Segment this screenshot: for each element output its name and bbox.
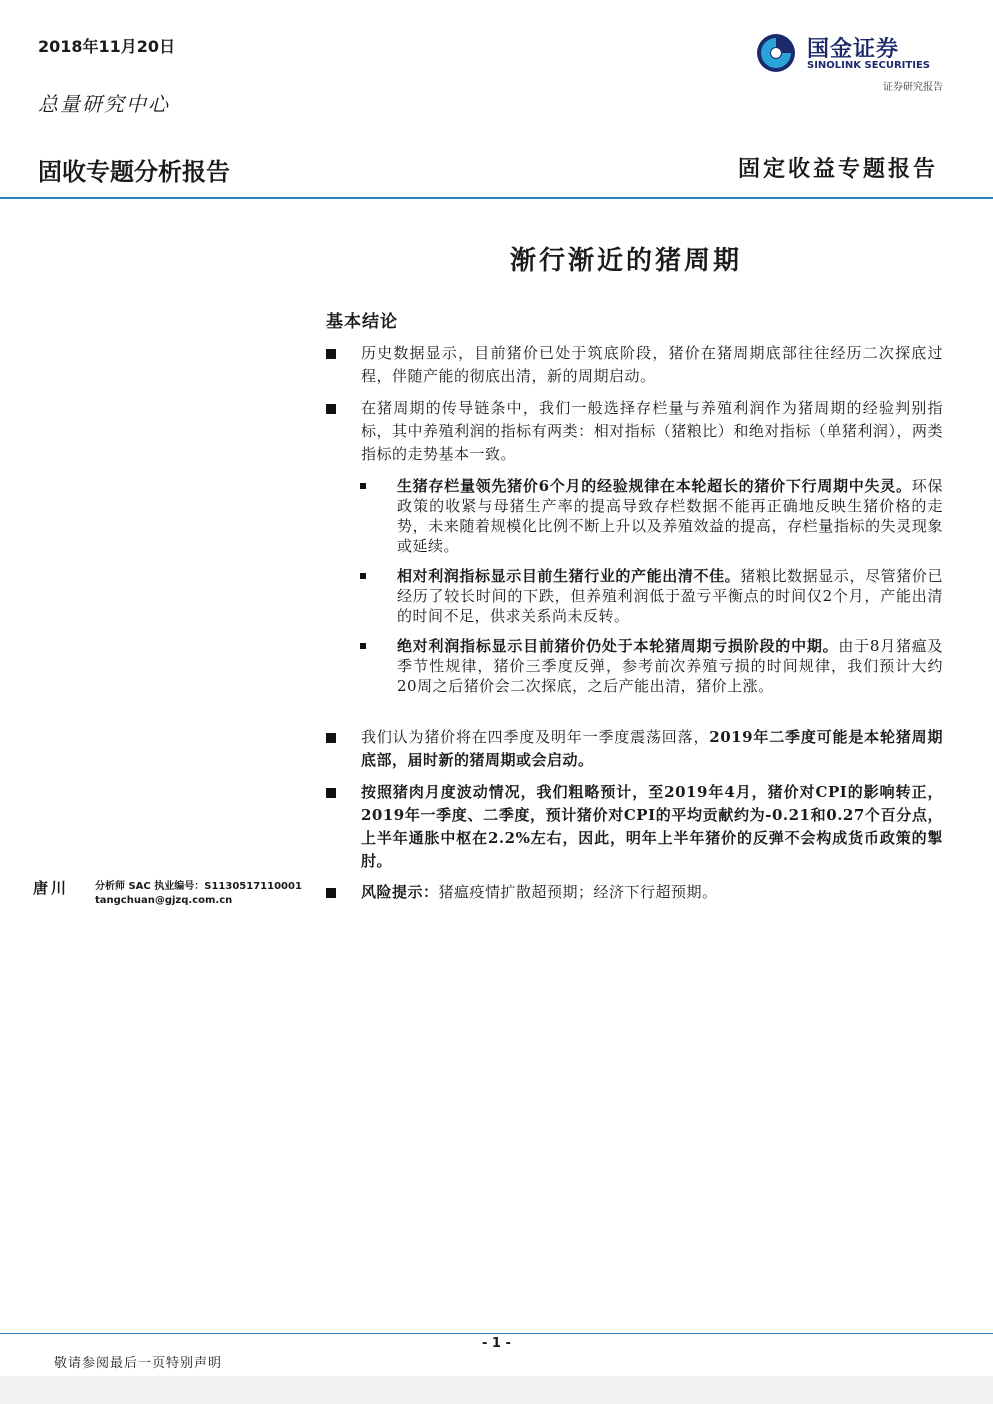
risk-label: 风险提示： — [361, 883, 439, 901]
conclusion-item — [326, 726, 943, 772]
footer-band — [0, 1376, 993, 1404]
report-type: 固收专题分析报告 — [38, 158, 230, 186]
company-logo — [755, 32, 945, 77]
footer-divider — [0, 1333, 993, 1334]
sub-conclusion-item — [360, 476, 943, 556]
sub-conclusion-text — [397, 636, 943, 696]
sub-conclusion-item — [360, 566, 943, 626]
conclusion-text: 在猪周期的传导链条中，我们一般选择存栏量与养殖利润作为猪周期的经验判别指标，其中养殖利润的指标有两类：相对指标（猪粮比）和绝对指标（单猪利润），两类指标的走势基本一致。 — [361, 399, 943, 463]
sub-conclusion-lead: 绝对利润指标显示目前猪价仍处于本轮猪周期亏损阶段的中期。 — [397, 637, 839, 655]
disclaimer-note: 敬请参阅最后一页特别声明 — [54, 1356, 223, 1371]
small-square-icon — [360, 573, 366, 579]
research-center: 总量研究中心 — [38, 92, 170, 116]
conclusion-text — [361, 726, 943, 772]
bullet-square-icon — [326, 404, 336, 414]
bullet-square-icon — [326, 888, 336, 898]
bullet-square-icon — [326, 788, 336, 798]
conclusion-emphasis: 按照猪肉月度波动情况，我们粗略预计，至2019年4月，猪价对CPI的影响转正，2019年一季度、二季度，预计猪价对CPI的平均贡献约为-0.21和0.27个百分点，上半年通胀中枢在2.2%左右，因此，明年上半年猪价的反弹不会构成货币政策的掣肘。 — [361, 783, 943, 870]
conclusion-item — [326, 781, 943, 873]
risk-item — [326, 881, 943, 904]
logo-name-cn: 国金证券 — [807, 37, 900, 62]
conclusion-text: 历史数据显示，目前猪价已处于筑底阶段，猪价在猪周期底部往往经历二次探底过程，伴随产能的彻底出清，新的周期启动。 — [361, 344, 943, 385]
conclusion-text — [361, 781, 943, 873]
sub-conclusion-lead: 相对利润指标显示目前生猪行业的产能出清不佳。 — [397, 567, 741, 585]
conclusion-emphasis: 2019年二季度可能是本轮猪周期底部，届时新的猪周期或会启动。 — [361, 728, 943, 769]
sub-conclusion-item — [360, 636, 943, 696]
conclusion-item — [326, 397, 943, 466]
header-divider — [0, 197, 993, 199]
report-date: 2018年11月20日 — [38, 37, 176, 56]
section-heading: 基本结论 — [326, 312, 398, 332]
report-title: 渐行渐近的猪周期 — [510, 246, 743, 276]
logo-emblem-icon — [755, 32, 797, 74]
risk-text — [361, 881, 943, 904]
small-square-icon — [360, 643, 366, 649]
report-series: 固定收益专题报告 — [737, 156, 938, 182]
author-info — [95, 880, 302, 908]
sub-conclusion-text — [397, 566, 943, 626]
sub-conclusion-body: 由于8月猪瘟及季节性规律，猪价三季度反弹，参考前次养殖亏损的时间规律，我们预计大约20周之后猪价会二次探底，之后产能出清，猪价上涨。 — [397, 637, 943, 695]
author-name: 唐川 — [33, 879, 70, 897]
conclusion-item — [326, 342, 943, 388]
bullet-square-icon — [326, 349, 336, 359]
small-square-icon — [360, 483, 366, 489]
conclusion-body: 我们认为猪价将在四季度及明年一季度震荡回落， — [361, 728, 710, 746]
logo-name-en: SINOLINK SECURITIES — [807, 60, 930, 71]
bullet-square-icon — [326, 733, 336, 743]
author-sac-number: 分析师 SAC 执业编号：S1130517110001 — [95, 881, 302, 892]
risk-body: 猪瘟疫情扩散超预期；经济下行超预期。 — [438, 883, 718, 901]
sub-conclusion-lead: 生猪存栏量领先猪价6个月的经验规律在本轮超长的猪价下行周期中失灵。 — [397, 477, 912, 495]
page-number: - 1 - — [482, 1336, 511, 1351]
author-email[interactable]: tangchuan@gjzq.com.cn — [95, 895, 233, 906]
sub-conclusion-body: 环保政策的收紧与母猪生产率的提高导致存栏数据不能再正确地反映生猪价格的走势，未来随着规模化比例不断上升以及养殖效益的提高，存栏量指标的失灵现象或延续。 — [397, 477, 943, 555]
logo-subtitle: 证券研究报告 — [883, 82, 943, 93]
sub-conclusion-text — [397, 476, 943, 556]
sub-conclusion-body: 猪粮比数据显示，尽管猪价已经历了较长时间的下跌，但养殖利润低于盈亏平衡点的时间仅2个月，产能出清的时间不足，供求关系尚未反转。 — [397, 567, 943, 625]
